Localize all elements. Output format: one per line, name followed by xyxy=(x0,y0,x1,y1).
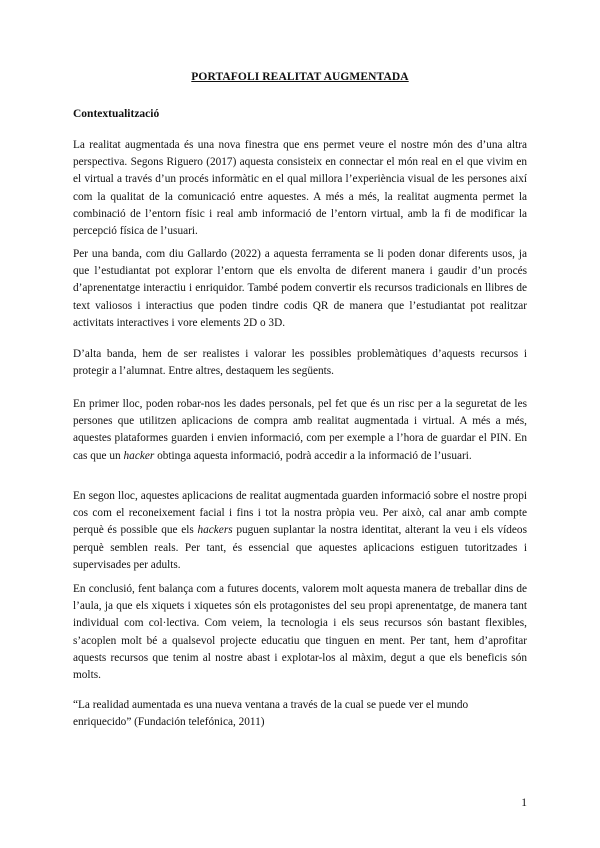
document-title: PORTAFOLI REALITAT AUGMENTADA xyxy=(191,71,409,83)
paragraph-intro: La realitat augmentada és una nova finestra que ens permet veure el nostre món des d’una altra perspectiva. Segons Riguero (2017) aquesta consisteix en connectar el món real en el que vivim en el virtual a través d’un procés informàtic en el qual millora l’experiència visual de les persones així com la qualitat de la comunicació entre aquestes. A més a més, la realitat augmenta permet la combinació de l’entorn físic i real amb informació de l’entorn virtual, amb la fi de modificar la percepció física de l’usuari. xyxy=(73,139,527,238)
paragraph-problems: D’alta banda, hem de ser realistes i valorar les possibles problemàtiques d’aquests recursos i protegir a l’alumnat. Entre altres, destaquem les següents. xyxy=(73,348,527,378)
paragraph-uses: Per una banda, com diu Gallardo (2022) a aquesta ferramenta se li poden donar diferents usos, ja que l’estudiantat pot explorar l’entorn que els envolta de diferent manera i gaudir d’un procés d’aprenentatge interactiu i enriquidor. També podem convertir els recursos tradicionals en llibres de text valiosos i interactius que poden tindre codis QR de manera que l’estudiantat pot realitzar activitats interactives i vore elements 2D o 3D. xyxy=(73,248,527,329)
emphasis-term: hacker xyxy=(123,449,155,462)
paragraph-text-before: En primer lloc, poden robar-nos les dades personals, pel fet que és un risc per a la seguretat de les persones que utilitzen aplicacions de compra amb realitat augmentada i virtual. A més a més, aquestes plataformes guarden i envien informació, com per exemple a l’hora de guardar el PIN. En cas que un xyxy=(73,398,527,462)
section-heading: Contextualització xyxy=(73,108,160,120)
page-number: 1 xyxy=(521,797,527,809)
emphasis-term: hackers xyxy=(197,524,233,537)
paragraph-conclusion: En conclusió, fent balança com a futures docents, valorem molt aquesta manera de treballar dins de l’aula, ja que els xiquets i xiquetes són els protagonistes del seu propi aprenentatge, de manera tant individual com col·lectiva. Com veiem, la tecnologia i els seus recursos són bastant flexibles, s’acoplen molt bé a qualsevol projecte educatiu que tinguen en ment. Per tant, hem d’aprofitar aquests recursos que tenim al nostre abast i explotar-los al màxim, degut a que els beneficis són molts. xyxy=(73,583,527,682)
paragraph-text-after: obtinga aquesta informació, podrà accedir a la informació de l’usuari. xyxy=(154,449,472,462)
paragraph-text-before: En segon lloc, aquestes aplicacions de realitat augmentada guarden informació sobre el nostre propi cos com el reconeixement facial i fins i tot la nostra pròpia veu. Per això, cal anar amb compte perquè és possible que els xyxy=(73,490,527,537)
paragraph-second-risk xyxy=(73,488,527,574)
paragraph-first-risk xyxy=(73,396,527,465)
paragraph-text-after: puguen suplantar la nostra identitat, alterant la veu i els vídeos perquè semblen reals. Per tant, és essencial que aquestes aplicacions estiguen tutoritzades i supervisades per adults. xyxy=(73,524,527,571)
closing-quote: “La realidad aumentada es una nueva ventana a través de la cual se puede ver el mundo enriquecido” (Fundación telefónica, 2011) xyxy=(73,699,469,729)
